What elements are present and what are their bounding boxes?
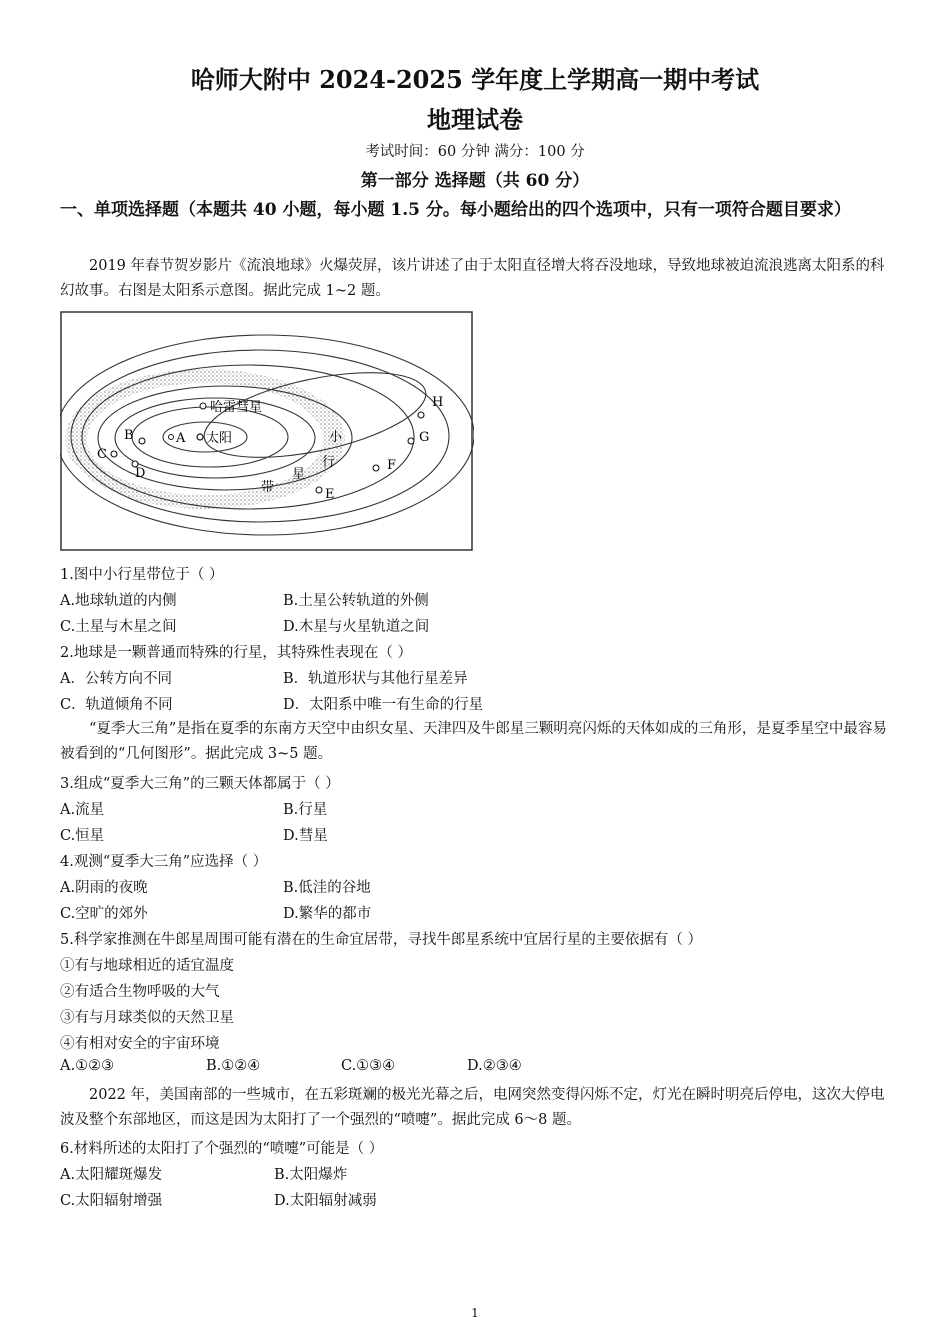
solar-system-svg [60, 311, 474, 551]
q4-stem: 4.观测“夏季大三角”应选择（ ） [60, 854, 268, 870]
diagram-frame [61, 312, 472, 550]
q4-option-d: D.繁华的都市 [283, 906, 372, 922]
belt-char-3: 星 [292, 467, 306, 482]
q3-stem: 3.组成“夏季大三角”的三颗天体都属于（ ） [60, 776, 340, 792]
q6-stem: 6.材料所述的太阳打了个强烈的“喷嚏”可能是（ ） [60, 1141, 384, 1157]
q3-option-c: C.恒星 [60, 828, 105, 844]
planet-h-label: H [432, 395, 444, 410]
q6-option-c: C.太阳辐射增强 [60, 1193, 163, 1209]
q1-option-d: D.木星与火星轨道之间 [283, 619, 430, 635]
planet-g-label: G [419, 430, 430, 445]
belt-char-4: 带 [261, 480, 275, 495]
q2-option-c: C．轨道倾角不同 [60, 697, 173, 713]
planet-a-dot [169, 435, 174, 440]
passage-2: “夏季大三角”是指在夏季的东南方天空中由织女星、天津四及牛郎星三颗明亮闪烁的天体如成的三角形，是夏季星空中最容易被看到的“几何图形”。据此完成 3~5 题。 [60, 721, 887, 762]
q5-item-3: ③有与月球类似的天然卫星 [60, 1010, 234, 1026]
q2-stem: 2.地球是一颗普通而特殊的行星，其特殊性表现在（ ） [60, 645, 412, 661]
subject-title: 地理试卷 [427, 105, 523, 134]
sun-icon [197, 434, 203, 440]
q5-item-1: ①有与地球相近的适宜温度 [60, 958, 234, 974]
q1-option-c: C.土星与木星之间 [60, 619, 177, 635]
planet-a-label: A [176, 431, 186, 446]
q1-stem: 1.图中小行星带位于（ ） [60, 567, 224, 583]
section-heading: 一、单项选择题（本题共 40 小题，每小题 1.5 分。每小题给出的四个选项中，只有一项符合题目要求） [60, 200, 851, 220]
planet-c-label: C [97, 447, 107, 462]
planet-b-label: B [124, 428, 134, 443]
page-number: 1 [471, 1306, 479, 1320]
halley-comet-dot [200, 403, 206, 409]
q2-option-b: B．轨道形状与其他行星差异 [283, 671, 468, 687]
q5-item-2: ②有适合生物呼吸的大气 [60, 984, 220, 1000]
q6-option-d: D.太阳辐射减弱 [274, 1193, 377, 1209]
q5-option-d: D.②③④ [467, 1058, 522, 1074]
q1-option-b: B.土星公转轨道的外侧 [283, 593, 429, 609]
part-heading: 第一部分 选择题（共 60 分） [360, 171, 590, 191]
sun-label: 太阳 [206, 431, 233, 446]
q2-option-d: D．太阳系中唯一有生命的行星 [283, 697, 484, 713]
halley-label: 哈雷彗星 [210, 400, 263, 415]
q2-option-a: A．公转方向不同 [60, 671, 172, 687]
q4-option-a: A.阴雨的夜晚 [60, 880, 148, 896]
exam-title: 哈师大附中 2024-2025 学年度上学期高一期中考试 [190, 65, 760, 94]
q4-option-c: C.空旷的郊外 [60, 906, 148, 922]
passage-3: 2022 年，美国南部的一些城市，在五彩斑斓的极光光幕之后，电网突然变得闪烁不定，灯光在瞬时明亮后停电，这次大停电波及整个东部地区，而这是因为太阳打了一个强烈的“喷嚏”。据此完成 6～8 题。 [60, 1087, 885, 1128]
q4-option-b: B.低洼的谷地 [283, 880, 371, 896]
q6-option-b: B.太阳爆炸 [274, 1167, 348, 1183]
q3-option-d: D.彗星 [283, 828, 328, 844]
q5-option-c: C.①③④ [341, 1058, 396, 1074]
q5-stem: 5.科学家推测在牛郎星周围可能有潜在的生命宜居带，寻找牛郎星系统中宜居行星的主要依据有（ ） [60, 932, 702, 948]
passage-1: 2019 年春节贺岁影片《流浪地球》火爆荧屏，该片讲述了由于太阳直径增大将吞没地球，导致地球被迫流浪逃离太阳系的科幻故事。右图是太阳系示意图。据此完成 1~2 题。 [60, 258, 885, 299]
belt-char-1: 小 [329, 430, 343, 445]
exam-meta: 考试时间：60 分钟 满分：100 分 [365, 144, 585, 160]
q5-option-b: B.①②④ [206, 1058, 261, 1074]
q5-item-4: ④有相对安全的宇宙环境 [60, 1036, 220, 1052]
solar-system-diagram [60, 311, 474, 551]
planet-f-label: F [387, 458, 397, 473]
q3-option-b: B.行星 [283, 802, 328, 818]
planet-d-label: D [135, 466, 146, 481]
belt-char-2: 行 [322, 455, 336, 470]
q5-option-a: A.①②③ [60, 1058, 115, 1074]
q6-option-a: A.太阳耀斑爆发 [60, 1167, 163, 1183]
planet-e-label: E [325, 487, 335, 502]
q3-option-a: A.流星 [60, 802, 105, 818]
q1-option-a: A.地球轨道的内侧 [60, 593, 177, 609]
